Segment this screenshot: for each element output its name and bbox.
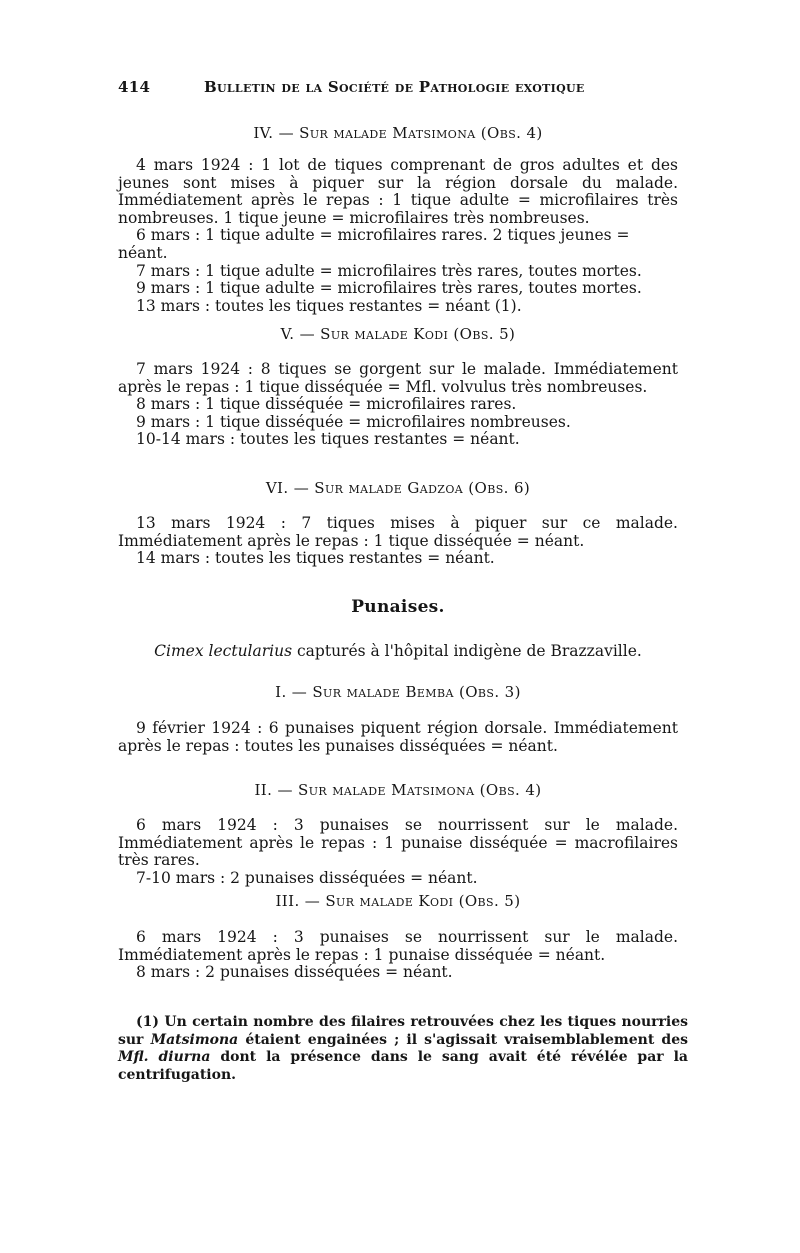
section-i-entry-1: 9 février 1924 : 6 punaises piquent région dorsale. Immédiatement après le repas : toutes les punaises disséquées = néant. [118, 719, 678, 755]
section-v-entry-1: 7 mars 1924 : 8 tiques se gorgent sur le malade. Immédiatement après le repas : 1 tique disséquée = Mfl. volvulus très nombreuses. [118, 360, 678, 396]
footnote-name: Matsimona [150, 1031, 239, 1048]
section-v-entry-3: 9 mars : 1 tique disséquée = microfilaires nombreuses. [136, 412, 571, 431]
section-heading-v: V. — Sur malade Kodi (Obs. 5) [280, 325, 516, 343]
footnote-text-a: Un certain nombre des filaires retrouvées chez les tiques nourries sur [118, 1014, 689, 1048]
footnote [118, 1014, 688, 1084]
section-iii-body [118, 929, 678, 982]
intro-rest: capturés à l'hôpital indigène de Brazzaville. [297, 642, 642, 660]
section-i-body [118, 720, 678, 755]
page-number: 414 [118, 78, 151, 96]
section-iv-entry-4: 9 mars : 1 tique adulte = microfilaires très rares, toutes mortes. [136, 279, 642, 298]
section-vi-body [118, 515, 678, 568]
page-header [118, 78, 678, 96]
footnote-text-c: dont la présence dans le sang avait été révélée par la centrifugation. [118, 1049, 688, 1083]
section-heading-i: I. — Sur malade Bemba (Obs. 3) [275, 683, 521, 701]
section-ii-entry-1: 6 mars 1924 : 3 punaises se nourrissent sur le malade. Immédiatement après le repas : 1 punaise disséquée = macrofilaires très rares. [118, 816, 678, 870]
footnote-species: Mfl. diurna [118, 1049, 211, 1066]
section-ii-entry-2: 7-10 mars : 2 punaises disséquées = néant. [136, 868, 478, 887]
running-title: Bulletin de la Société de Pathologie exotique [204, 78, 585, 96]
section-v-body [118, 361, 678, 449]
section-v-entry-2: 8 mars : 1 tique disséquée = microfilaires rares. [136, 395, 517, 414]
section-heading-iii: III. — Sur malade Kodi (Obs. 5) [275, 892, 521, 910]
section-iii-entry-1: 6 mars 1924 : 3 punaises se nourrissent sur le malade. Immédiatement après le repas : 1 punaise disséquée = néant. [118, 928, 678, 964]
section-iv-entry-3: 7 mars : 1 tique adulte = microfilaires très rares, toutes mortes. [136, 261, 642, 280]
section-vi-entry-1: 13 mars 1924 : 7 tiques mises à piquer sur ce malade. Immédiatement après le repas : 1 tique disséquée = néant. [118, 514, 678, 550]
section-iv-entry-5: 13 mars : toutes les tiques restantes = néant (1). [136, 296, 522, 315]
section-heading-iv: IV. — Sur malade Matsimona (Obs. 4) [253, 124, 543, 142]
section-heading-ii: II. — Sur malade Matsimona (Obs. 4) [254, 781, 542, 799]
punaises-title: Punaises. [351, 597, 445, 617]
section-iv-entry-2: 6 mars : 1 tique adulte = microfilaires rares. 2 tiques jeunes = néant. [118, 226, 630, 262]
section-ii-body [118, 817, 678, 887]
footnote-text-b: étaient engainées ; il s'agissait vraisemblablement des [245, 1031, 689, 1048]
section-vi-entry-2: 14 mars : toutes les tiques restantes = néant. [136, 549, 495, 568]
section-iii-entry-2: 8 mars : 2 punaises disséquées = néant. [136, 963, 453, 982]
section-iv-entry-1: 4 mars 1924 : 1 lot de tiques comprenant de gros adultes et des jeunes sont mises à piquer sur la région dorsale du malade. Immédiatement après le repas : 1 tique adulte = microfilaires très nombreuses. 1 tique jeune = microfilaires très nombreuses. [118, 156, 678, 227]
intro-species: Cimex lectularius [154, 642, 293, 660]
section-iv-body [118, 157, 678, 315]
punaises-intro [118, 642, 678, 660]
section-heading-vi: VI. — Sur malade Gadzoa (Obs. 6) [265, 479, 531, 497]
section-v-entry-4: 10-14 mars : toutes les tiques restantes = néant. [136, 430, 520, 449]
footnote-marker: (1) [136, 1014, 159, 1030]
